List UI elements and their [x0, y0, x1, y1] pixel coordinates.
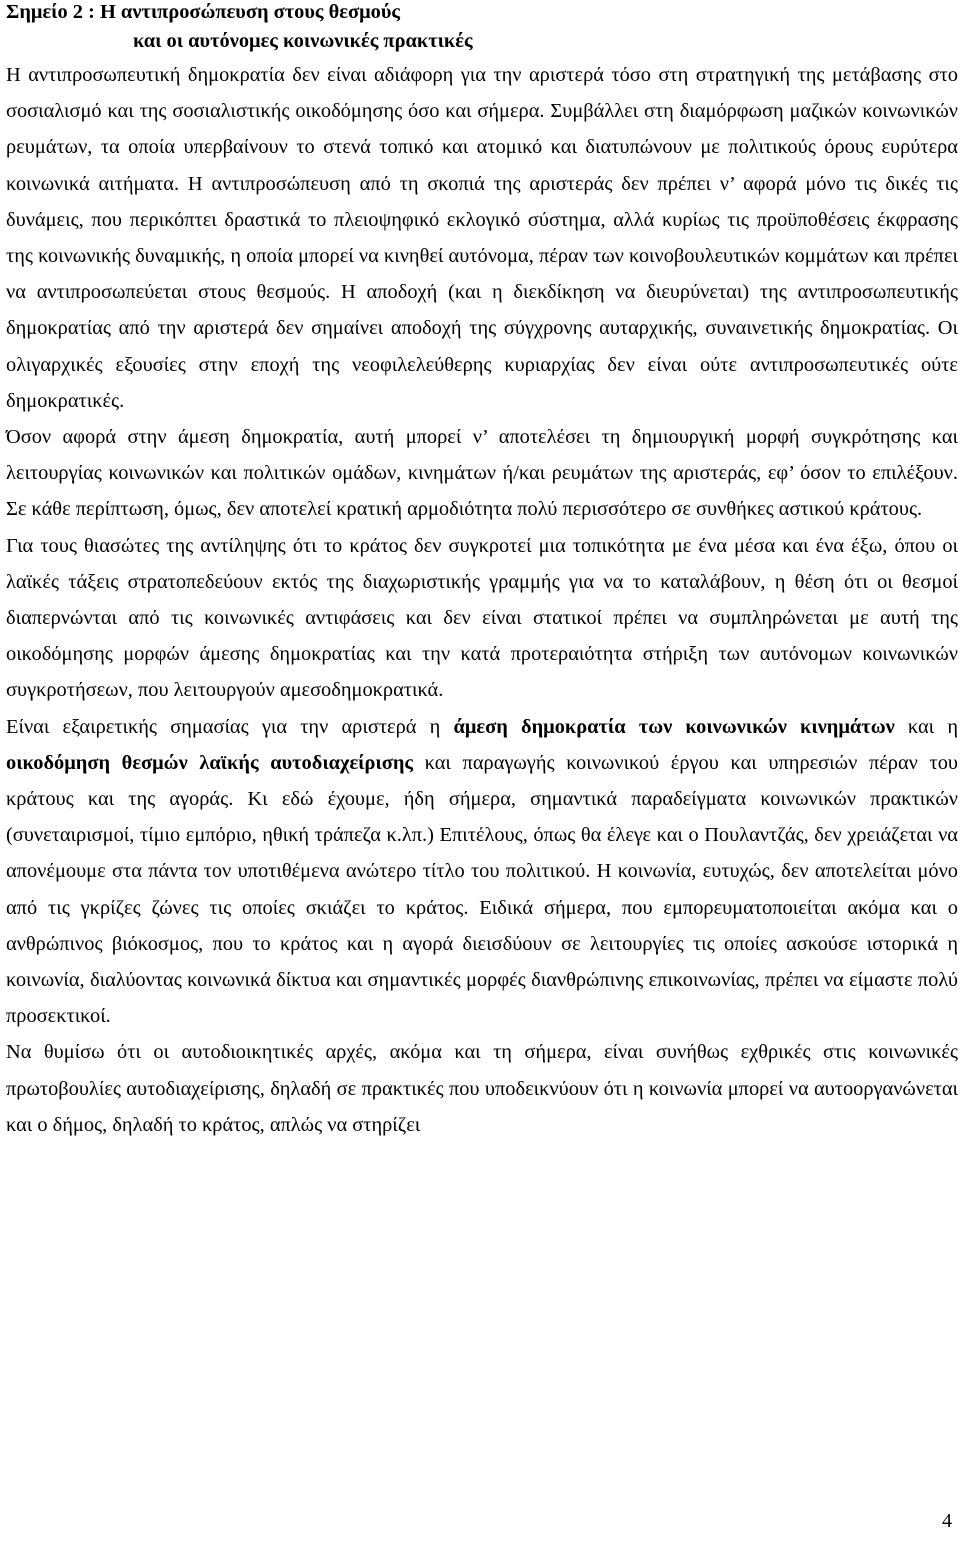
paragraph-direct-democracy: Όσον αφορά στην άμεση δημοκρατία, αυτή μπορεί ν’ αποτελέσει τη δημιουργική μορφή συγκρότησης και λειτουργίας κοινωνικών και πολιτικών ομάδων, κινημάτων ή/και ρευμάτων της αριστεράς, εφ’ όσον το επιλέξουν. Σε κάθε περίπτωση, όμως, δεν αποτελεί κρατική αρμοδιότητα πολύ περισσότερο σε συνθήκες αστικού κράτους. [6, 426, 958, 521]
emphasis-self-management-institutions: οικοδόμηση θεσμών λαϊκής αυτοδιαχείρισης [6, 751, 413, 774]
paragraph-local-authorities: Να θυμίσω ότι οι αυτοδιοικητικές αρχές, ακόμα και τη σήμερα, είναι συνήθως εχθρικές στις κοινωνικές πρωτοβουλίες αυτοδιαχείρισης, δηλαδή σε πρακτικές που υποδεικνύουν ότι η κοινωνία μπορεί να αυτοοργανώνεται και ο δήμος, δηλαδή το κράτος, απλώς να στηρίζει [6, 1041, 958, 1136]
emphasis-direct-democracy-movements: άμεση δημοκρατία των κοινωνικών κινημάτων [453, 715, 895, 738]
paragraph-state-locality: Για τους θιασώτες της αντίληψης ότι το κράτος δεν συγκροτεί μια τοπικότητα με ένα μέσα και ένα έξω, όπου οι λαϊκές τάξεις στρατοπεδεύουν εκτός της διαχωριστικής γραμμής για να το καταλάβουν, η θέση ότι οι θεσμοί διαπερνώνται από τις κοινωνικές αντιφάσεις και δεν είναι στατικοί πρέπει να συμπληρώνεται με αυτή της οικοδόμησης μορφών άμεσης δημοκρατίας και την κατά προτεραιότητα στήριξη των αυτόνομων κοινωνικών συγκροτήσεων, που λειτουργούν αμεσοδημοκρατικά. [6, 534, 958, 702]
section-title [6, 0, 958, 56]
paragraph-representative-democracy: Η αντιπροσωπευτική δημοκρατία δεν είναι αδιάφορη για την αριστερά τόσο στη στρατηγική της μετάβασης στο σοσιαλισμό και της σοσιαλιστικής οικοδόμησης όσο και σήμερα. Συμβάλλει στη διαμόρφωση μαζικών κοινωνικών ρευμάτων, τα οποία υπερβαίνουν το στενά τοπικό και ατομικό και διατυπώνουν με πολιτικούς όρους ευρύτερα κοινωνικά αιτήματα. Η αντιπροσώπευση από τη σκοπιά της αριστεράς δεν πρέπει ν’ αφορά μόνο τις δικές τις δυνάμεις, που περικόπτει δραστικά το πλειοψηφικό εκλογικό σύστημα, αλλά κυρίως τις προϋποθέσεις έκφρασης της κοινωνικής δυναμικής, η οποία μπορεί να κινηθεί αυτόνομα, πέραν των κοινοβουλευτικών κομμάτων και πρέπει να αντιπροσωπεύεται στους θεσμούς. Η αποδοχή (και η διεκδίκηση να διευρύνεται) της αντιπροσωπευτικής δημοκρατίας από την αριστερά δεν σημαίνει αποδοχή της σύγχρονης αυταρχικής, συναινετικής δημοκρατίας. Οι ολιγαρχικές εξουσίες στην εποχή της νεοφιλελεύθερης κυριαρχίας δεν είναι ούτε αντιπροσωπευτικές ούτε δημοκρατικές. [6, 64, 958, 412]
paragraph-text: και η [894, 715, 959, 738]
paragraph-text: Είναι εξαιρετικής σημασίας για την αριστερά η [6, 715, 454, 738]
section-title-line-1: Σημείο 2 : Η αντιπροσώπευση στους θεσμούς [6, 1, 401, 23]
paragraph-social-movements [6, 709, 958, 1035]
section-title-line-2: και οι αυτόνομες κοινωνικές πρακτικές [133, 30, 473, 52]
page-number: 4 [942, 1510, 952, 1532]
document-page [6, 0, 958, 1143]
paragraph-text: και παραγωγής κοινωνικού έργου και υπηρεσιών πέραν του κράτους και της αγοράς. Κι εδώ έχουμε, ήδη σήμερα, σημαντικά παραδείγματα κοινωνικών πρακτικών (συνεταιρισμοί, τίμιο εμπόριο, ηθική τράπεζα κ.λπ.) Επιτέλους, όπως θα έλεγε και ο Πουλαντζάς, δεν χρειάζεται να απονέμουμε στα πάντα τον υποτιθέμενα ανώτερο τίτλο του πολιτικού. Η κοινωνία, ευτυχώς, δεν αποτελείται μόνο από τις γκρίζες ζώνες τις οποίες σκιάζει το κράτος. Ειδικά σήμερα, που εμπορευματοποιείται ακόμα και ο ανθρώπινος βιόκοσμος, που το κράτος και η αγορά διεισδύουν σε λειτουργίες τις οποίες ασκούσε ιστορικά η κοινωνία, διαλύοντας κοινωνικά δίκτυα και σημαντικές μορφές διανθρώπινης επικοινωνίας, πρέπει να είμαστε πολύ προσεκτικοί. [6, 751, 958, 1028]
